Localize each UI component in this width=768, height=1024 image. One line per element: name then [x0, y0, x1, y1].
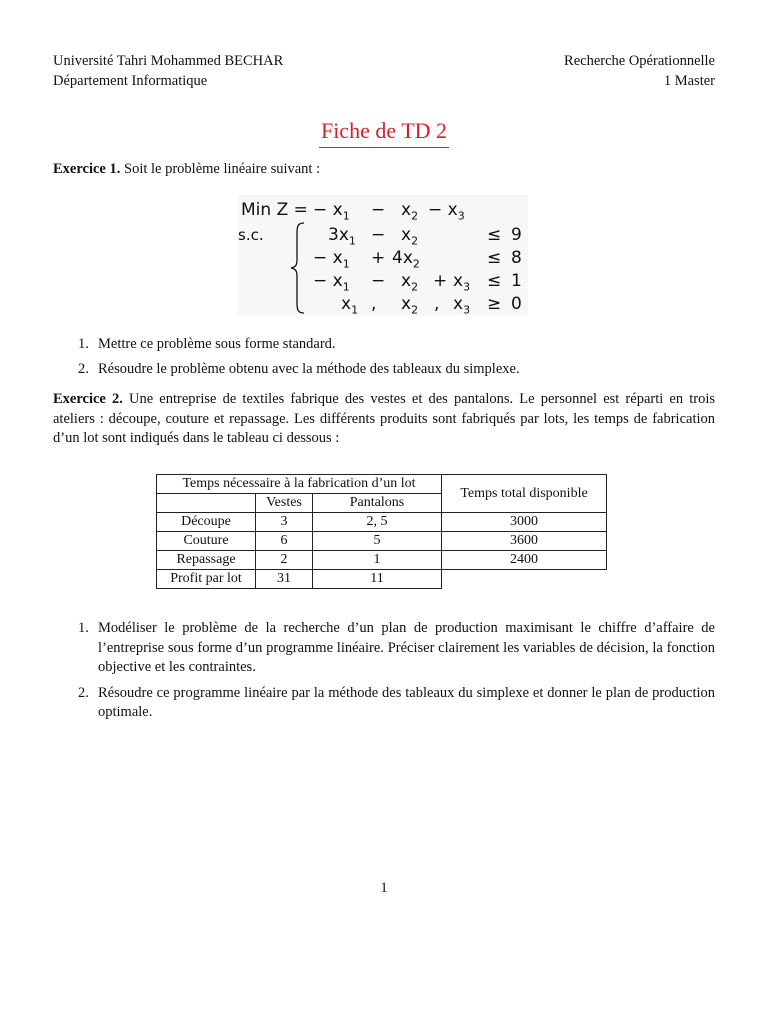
- c4-rel: ≥: [487, 294, 502, 314]
- c3-rel: ≤: [487, 271, 502, 291]
- table-group-header: Temps nécessaire à la fabrication d’un lot: [157, 475, 442, 494]
- c4-term-b: $x_2$: [401, 294, 419, 317]
- table-header-pantalons: Pantalons: [313, 494, 442, 513]
- c3-rhs: 1: [511, 271, 522, 291]
- objective-term-2: $x_2$: [401, 200, 419, 223]
- c1-term-b: $x_2$: [401, 225, 419, 248]
- c4-rhs: 0: [511, 294, 522, 314]
- exercise1-label: Exercice 1.: [53, 161, 121, 177]
- table-row: Couture 6 5 3600: [157, 532, 607, 551]
- c1-term-a: $3x_1$: [328, 225, 356, 248]
- c2-rel: ≤: [487, 248, 502, 268]
- c3-op: −: [371, 271, 386, 291]
- c2-term-b: $4x_2$: [392, 248, 420, 271]
- production-table: [156, 474, 607, 589]
- table-header-total: Temps total disponible: [442, 475, 607, 513]
- c3-term-a: − $x_1$: [313, 271, 350, 294]
- exercise1-intro-text: Soit le problème linéaire suivant :: [124, 161, 321, 177]
- header-left: [53, 51, 283, 91]
- exercise2-item: 1. Modéliser le problème de la recherche d’un plan de production maximisant le chiffre d’affaire de l’entreprise sous forme d’un programme linéaire. Préciser clairement les variables de décision, la fonction objective et les contraintes.: [78, 620, 715, 675]
- c4-term-a: $x_1$: [341, 294, 359, 317]
- objective-label: Min Z =: [241, 200, 308, 220]
- c2-op: +: [371, 248, 386, 268]
- page-number: 1: [380, 880, 388, 896]
- exercise2-paragraph: [53, 390, 715, 449]
- exercise2-item: 2. Résoudre ce programme linéaire par la méthode des tableaux du simplexe et donner le plan de production optimale.: [78, 684, 715, 720]
- course-level: 1 Master: [663, 73, 715, 89]
- exercise2-list: [53, 619, 715, 723]
- page-title: Fiche de TD 2: [319, 118, 449, 148]
- table-header-vestes: Vestes: [256, 494, 313, 513]
- exercise1-item: 2. Résoudre le problème obtenu avec la méthode des tableaux du simplexe.: [78, 360, 520, 377]
- university-name: Université Tahri Mohammed BECHAR: [53, 53, 284, 69]
- objective-op: −: [371, 200, 386, 220]
- exercise1-list: [53, 335, 715, 379]
- brace-icon: [288, 221, 308, 315]
- c3-term-b: $x_2$: [401, 271, 419, 294]
- exercise1-item: 1. Mettre ce problème sous forme standard.: [78, 336, 336, 352]
- exercise2-text: Une entreprise de textiles fabrique des vestes et des pantalons. Le personnel est réparti en trois ateliers : découpe, couture et repassage. Les différents produits sont fabriqués par lots, les temps de fabrication d’un lot sont indiqués dans le tableau ci dessous :: [53, 391, 715, 446]
- objective-term-1: − $x_1$: [313, 200, 350, 223]
- page-title-wrap: [0, 118, 768, 148]
- c3-op2: +: [433, 271, 448, 291]
- st-label: s.c.: [238, 226, 264, 244]
- table-row: Découpe 3 2, 5 3000: [157, 513, 607, 532]
- linear-program: [238, 195, 528, 315]
- c2-rhs: 8: [511, 248, 522, 268]
- table-row: Profit par lot 31 11: [157, 570, 607, 589]
- c4-term-c: $x_3$: [453, 294, 471, 317]
- department-name: Département Informatique: [53, 73, 208, 89]
- c3-term-c: $x_3$: [453, 271, 471, 294]
- header-right: [564, 51, 715, 91]
- objective-term-3: − $x_3$: [428, 200, 465, 223]
- c1-rhs: 9: [511, 225, 522, 245]
- exercise2-label: Exercice 2.: [53, 391, 123, 407]
- c4-sep1: ,: [371, 294, 377, 314]
- c2-term-a: − $x_1$: [313, 248, 350, 271]
- table-row: Repassage 2 1 2400: [157, 551, 607, 570]
- c1-rel: ≤: [487, 225, 502, 245]
- course-name: Recherche Opérationnelle: [564, 53, 715, 69]
- c4-sep2: ,: [434, 294, 440, 314]
- table-header-empty: [157, 494, 256, 513]
- c1-op: −: [371, 225, 386, 245]
- exercise1-intro: [53, 160, 715, 180]
